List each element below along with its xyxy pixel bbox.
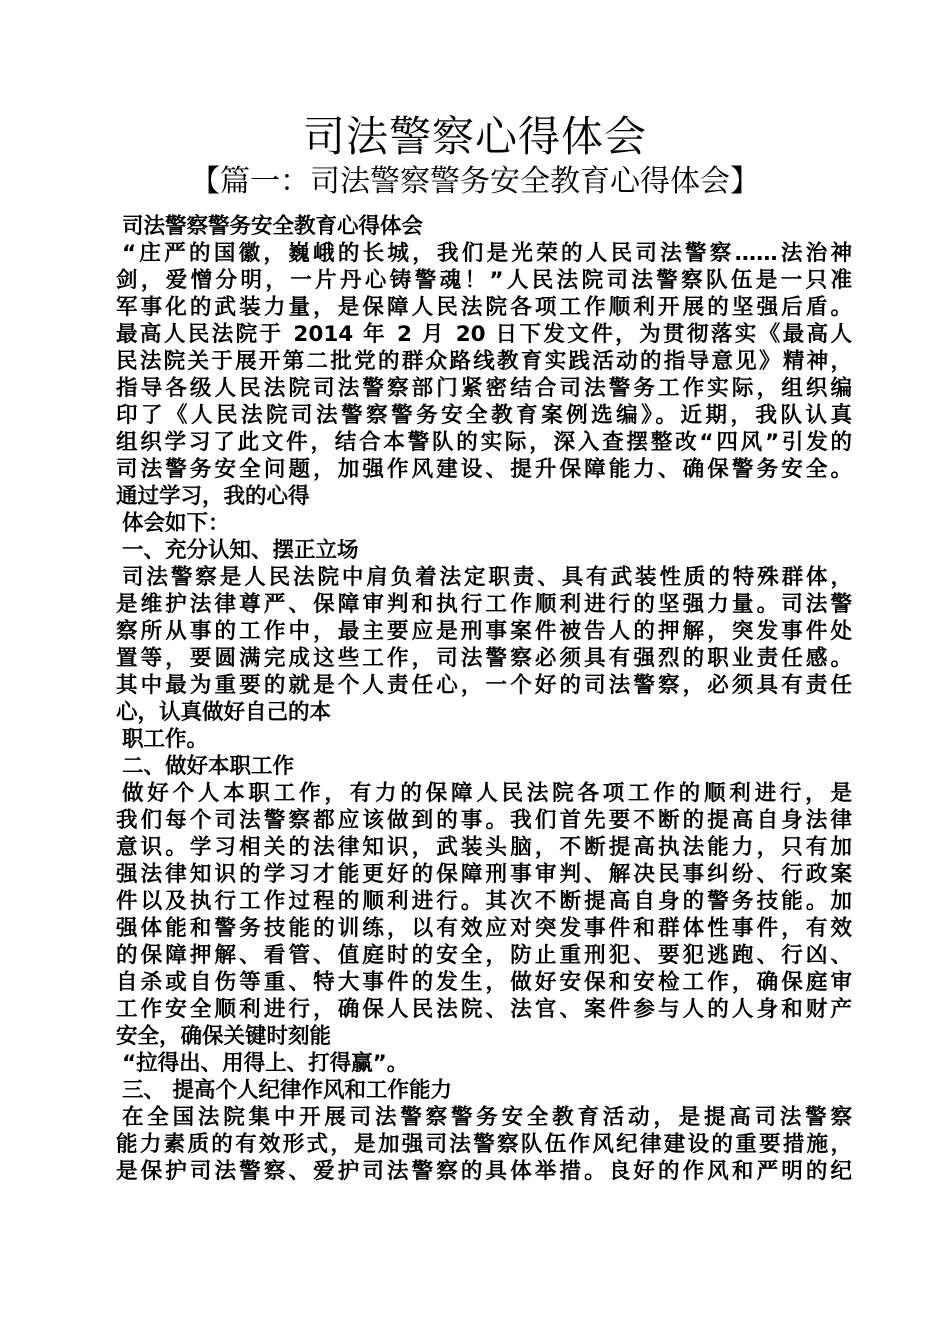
body-line: “拉得出、用得上、打得赢”。 <box>122 1051 409 1076</box>
body-line: 其中最为重要的就是个人责任心，一个好的司法警察，必须具有责任 <box>116 673 852 698</box>
body-line: 司法警察警务安全教育心得体会 <box>122 214 424 239</box>
document-title: 司法警察心得体会 <box>302 112 647 161</box>
body-line: 自杀或自伤等重、特大事件的发生，做好安保和安检工作，确保庭审 <box>116 970 852 995</box>
body-line: 指导各级人民法院司法警察部门紧密结合司法警务工作实际，组织编 <box>116 376 852 401</box>
body-line: 我们每个司法警察都应该做到的事。我们首先要不断的提高自身法律 <box>116 808 852 833</box>
body-line: 是保护司法警察、爱护司法警察的具体举措。良好的作风和严明的纪 <box>116 1159 852 1184</box>
body-line: 察所从事的工作中，最主要应是刑事案件被告人的押解，突发事件处 <box>116 619 852 644</box>
body-line: 能力素质的有效形式，是加强司法警察队伍作风纪律建设的重要措施， <box>116 1132 852 1157</box>
body-line: “庄严的国徽，巍峨的长城，我们是光荣的人民司法警察……法治神 <box>122 241 852 266</box>
body-line: 是维护法律尊严、保障审判和执行工作顺利进行的坚强力量。司法警 <box>116 592 852 617</box>
body-line: 在全国法院集中开展司法警察警务安全教育活动，是提高司法警察 <box>122 1105 852 1130</box>
body-line: 置等，要圆满完成这些工作，司法警察必须具有强烈的职业责任感。 <box>116 646 852 671</box>
body-line: 通过学习，我的心得 <box>116 484 310 509</box>
body-line: 职工作。 <box>122 727 209 752</box>
body-line: 安全，确保关键时刻能 <box>116 1024 332 1049</box>
body-line: 二、做好本职工作 <box>122 754 295 779</box>
body-line: 组织学习了此文件，结合本警队的实际，深入查摆整改“四风”引发的 <box>116 430 852 455</box>
body-line: 工作安全顺利进行，确保人民法院、法官、案件参与人的人身和财产 <box>116 997 852 1022</box>
body-line: 做好个人本职工作，有力的保障人民法院各项工作的顺利进行，是 <box>122 781 852 806</box>
body-line: 意识。学习相关的法律知识，武装头脑，不断提高执法能力，只有加 <box>116 835 852 860</box>
body-line: 司法警察是人民法院中肩负着法定职责、具有武装性质的特殊群体， <box>122 565 852 590</box>
body-line: 剑，爱憎分明，一片丹心铸警魂！”人民法院司法警察队伍是一只准 <box>116 268 852 293</box>
body-line: 强法律知识的学习才能更好的保障刑事审判、解决民事纠纷、行政案 <box>116 862 852 887</box>
body-line: 一、充分认知、摆正立场 <box>122 538 359 563</box>
body-line: 司法警务安全问题，加强作风建设、提升保障能力、确保警务安全。 <box>116 457 852 482</box>
body-line: 的保障押解、看管、值庭时的安全，防止重刑犯、要犯逃跑、行凶、 <box>116 943 852 968</box>
body-line: 印了《人民法院司法警察警务安全教育案例选编》。近期，我队认真 <box>116 403 852 428</box>
body-line: 心，认真做好自己的本 <box>116 700 332 725</box>
body-line: 最高人民法院于 2014 年 2 月 20 日下发文件，为贯彻落实《最高人 <box>116 322 852 347</box>
body-line: 件以及执行工作过程的顺利进行。其次不断提高自身的警务技能。加 <box>116 889 852 914</box>
document-body <box>116 213 852 1185</box>
body-line: 三、 提高个人纪律作风和工作能力 <box>122 1078 452 1103</box>
body-line: 强体能和警务技能的训练，以有效应对突发事件和群体性事件，有效 <box>116 916 852 941</box>
document-subtitle: 【篇一：司法警察警务安全教育心得体会】 <box>190 164 760 199</box>
body-line: 军事化的武装力量，是保障人民法院各项工作顺利开展的坚强后盾。 <box>116 295 852 320</box>
body-line: 体会如下： <box>122 511 230 536</box>
body-line: 民法院关于展开第二批党的群众路线教育实践活动的指导意见》精神， <box>116 349 852 374</box>
